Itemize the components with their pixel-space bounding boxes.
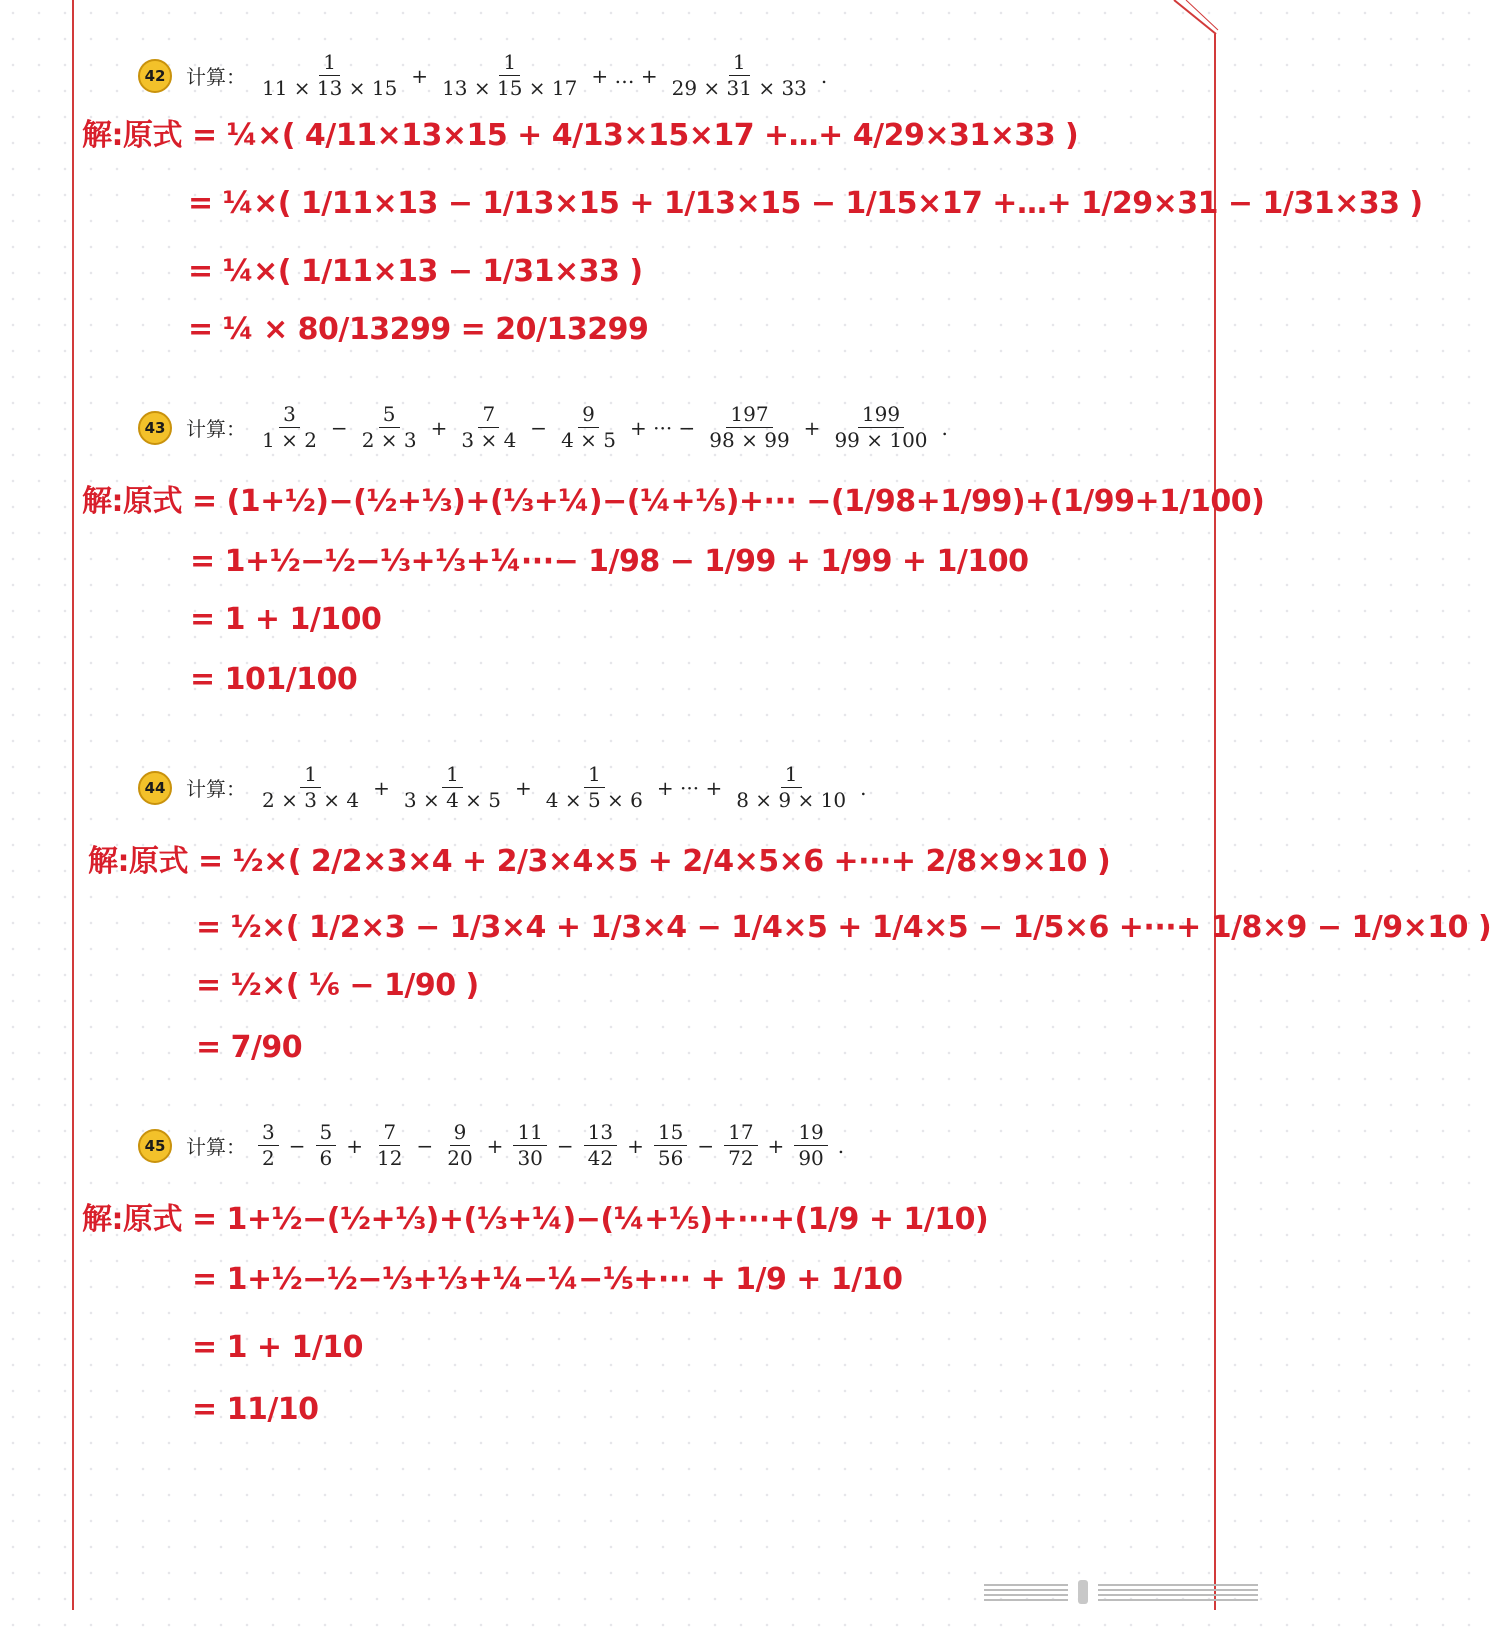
solution-line: = 1 + 1/100 [190,602,382,637]
problem-42: 42 计算： $\frac{1}{11 \times 13 \times 15}$ + $\frac{1}{13 \times 15 \times 17}$ + … + $\frac{1}{29 \times 31 \times 33}$ . [138,52,831,99]
operator: + [515,775,532,800]
operator: + [627,1133,644,1158]
page-corner-fold [1172,0,1236,40]
solution-line: = ¼×( 1/11×13 − 1/13×15 + 1/13×15 − 1/15×17 +…+ 1/29×31 − 1/31×33 ) [188,186,1423,221]
fraction: $\frac{5}{2 \times 3}$ [361,402,417,452]
problem-number-badge: 43 [138,411,172,445]
operator: + ··· − [629,415,696,440]
fraction: $\frac{15}{56}$ [654,1122,687,1169]
solution-line: 解:原式 = ½×( 2/2×3×4 + 2/3×4×5 + 2/4×5×6 +···+ 2/8×9×10 ) [88,844,1111,879]
left-margin-line [72,0,74,1610]
operator: + [803,415,821,440]
solution-line: = 7/90 [196,1030,303,1065]
fraction: $\frac{1}{8 \times 9 \times 10}$ [736,762,847,812]
solution-line: = ¼×( 1/11×13 − 1/31×33 ) [188,254,643,289]
watermark-icon [984,1580,1258,1604]
operator: + [767,1133,785,1158]
solution-line: = 1+½−½−⅓+⅓+¼−¼−⅕+··· + 1/9 + 1/10 [192,1262,903,1297]
fraction: $\frac{197}{98 \times 99}$ [709,402,790,452]
problem-44 [138,764,870,811]
fraction: $\frac{1}{29 \times 31 \times 33}$ [671,50,807,100]
solution-line: = ½×( 1/2×3 − 1/3×4 + 1/3×4 − 1/4×5 + 1/4×5 − 1/5×6 +···+ 1/8×9 − 1/9×10 ) [196,910,1491,945]
operator: + [430,415,448,440]
problem-number-badge: 42 [138,59,172,93]
solution-line: 解:原式 = ¼×( 4/11×13×15 + 4/13×15×17 +…+ 4/29×31×33 ) [82,118,1079,153]
fraction: $\frac{1}{2 \times 3 \times 4}$ [262,762,360,812]
right-margin-line [1214,34,1216,1610]
operator: − [288,1133,306,1158]
fraction: $\frac{7}{12}$ [377,1120,403,1170]
operator: − [697,1133,715,1158]
fraction: $\frac{19}{90}$ [794,1122,827,1169]
fraction: $\frac{13}{42}$ [584,1122,617,1169]
operator: + ··· + [656,775,723,800]
solution-line: 解:原式 = 1+½−(½+⅓)+(⅓+¼)−(¼+⅕)+···+(1/9 + 1/10) [82,1202,989,1237]
problem-43 [138,404,952,451]
fraction: $\frac{199}{99 \times 100}$ [834,402,928,452]
solution-line: = 1 + 1/10 [192,1330,364,1365]
fraction: $\frac{1}{3 \times 4 \times 5}$ [403,762,502,812]
fraction: $\frac{9}{20}$ [447,1120,473,1170]
fraction: $\frac{1}{13 \times 15 \times 17}$ [442,50,578,100]
problem-number-badge: 45 [138,1129,172,1163]
solution-line: = ¼ × 80/13299 = 20/13299 [188,312,649,347]
period: . [860,775,867,800]
fraction: $\frac{5}{6}$ [316,1122,337,1169]
operator: + [486,1133,504,1158]
fraction: $\frac{1}{4 \times 5 \times 6}$ [545,762,643,812]
solution-line: = 101/100 [190,662,358,697]
fraction: $\frac{3}{1 \times 2}$ [262,402,317,452]
fraction: $\frac{9}{4 \times 5}$ [561,402,616,452]
fraction: $\frac{1}{11 \times 13 \times 15}$ [262,50,398,100]
solution-line: 解:原式 = (1+½)−(½+⅓)+(⅓+¼)−(¼+⅕)+··· −(1/98+1/99)+(1/99+1/100) [82,484,1265,519]
period: . [941,415,948,440]
operator: − [530,415,548,440]
solution-line: = 11/10 [192,1392,319,1427]
fraction: $\frac{7}{3 \times 4}$ [461,402,517,452]
problem-label: 计算： [186,65,246,89]
period: . [837,1133,845,1158]
fraction: $\frac{3}{2}$ [258,1122,279,1169]
fraction: $\frac{17}{72}$ [724,1122,757,1169]
problem-label: 计算： [186,417,246,441]
operator: + [346,1133,363,1158]
operator: − [416,1133,434,1158]
problem-label: 计算： [186,1135,246,1159]
solution-line: = ½×( ⅙ − 1/90 ) [196,968,479,1003]
solution-line: = 1+½−½−⅓+⅓+¼···− 1/98 − 1/99 + 1/99 + 1/100 [190,544,1029,579]
problem-number-badge: 44 [138,771,172,805]
fraction: $\frac{11}{30}$ [513,1122,546,1169]
problem-label: 计算： [186,777,246,801]
operator: − [330,415,348,440]
operator: + [373,775,390,800]
problem-45 [138,1122,848,1169]
operator: − [556,1133,574,1158]
